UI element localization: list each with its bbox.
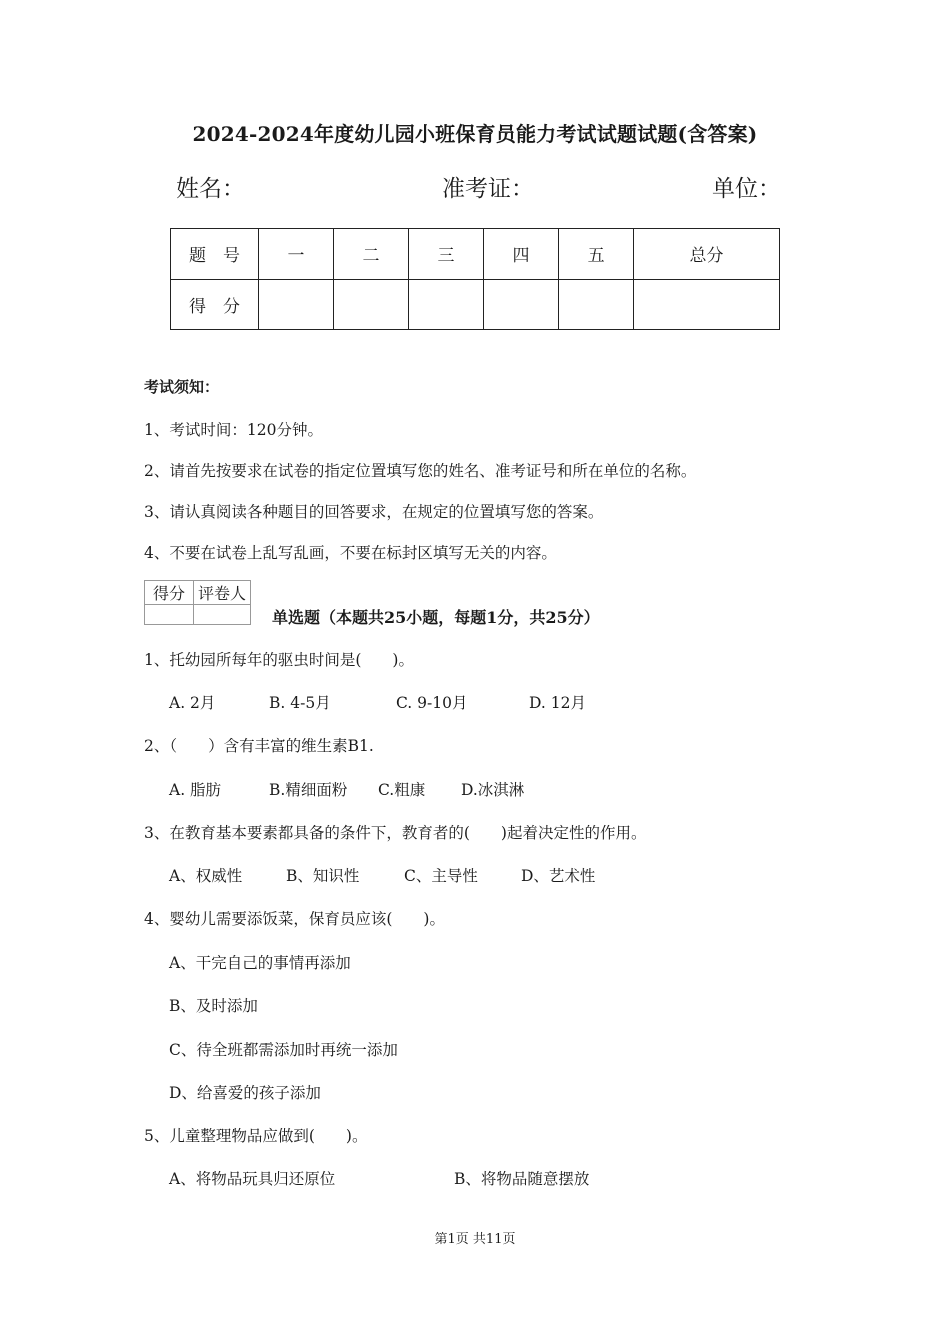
grader-box <box>144 580 251 625</box>
section-title: 单选题（本题共25小题，每题1分，共25分） <box>272 608 600 627</box>
page-title: 2024-2024年度幼儿园小班保育员能力考试试题试题(含答案) <box>192 122 758 146</box>
question-option: D、给喜爱的孩子添加 <box>169 1084 321 1102</box>
question-option: A. 2月 <box>169 694 216 712</box>
score-input-cell[interactable] <box>484 279 559 330</box>
grader-score-cell[interactable] <box>145 605 194 625</box>
question-option: C.粗康 <box>378 781 426 799</box>
score-table-cell: 三 <box>409 229 484 280</box>
score-table <box>170 228 780 330</box>
notice-item: 2、请首先按要求在试卷的指定位置填写您的姓名、准考证号和所在单位的名称。 <box>144 462 697 480</box>
question-option: D、艺术性 <box>521 867 596 885</box>
grader-name-cell[interactable] <box>194 605 251 625</box>
question-option: C、主导性 <box>404 867 478 885</box>
score-input-cell[interactable] <box>259 279 334 330</box>
question-option: A、干完自己的事情再添加 <box>169 954 351 972</box>
score-input-cell[interactable] <box>334 279 409 330</box>
score-input-cell[interactable] <box>409 279 484 330</box>
score-table-score-row <box>171 279 780 330</box>
score-table-cell: 四 <box>484 229 559 280</box>
notice-item: 3、请认真阅读各种题目的回答要求，在规定的位置填写您的答案。 <box>144 503 604 521</box>
question-option: A、权威性 <box>169 867 243 885</box>
question-option: C. 9-10月 <box>396 694 468 712</box>
score-table-cell: 总分 <box>634 229 780 280</box>
question-option: B、知识性 <box>286 867 360 885</box>
question-stem: 5、儿童整理物品应做到( )。 <box>144 1127 368 1145</box>
question-option: B、及时添加 <box>169 997 258 1015</box>
question-option: A. 脂肪 <box>169 781 222 799</box>
score-table-header-row <box>171 229 780 280</box>
question-option: B. 4-5月 <box>269 694 331 712</box>
score-input-cell[interactable] <box>634 279 780 330</box>
name-label: 姓名： <box>176 176 245 202</box>
score-input-cell[interactable] <box>559 279 634 330</box>
score-table-cell: 二 <box>334 229 409 280</box>
question-option: B、将物品随意摆放 <box>454 1170 590 1188</box>
score-table-cell: 题 号 <box>171 229 259 280</box>
question-option: C、待全班都需添加时再统一添加 <box>169 1041 398 1059</box>
notice-item: 1、考试时间：120分钟。 <box>144 421 323 439</box>
question-stem: 3、在教育基本要素都具备的条件下，教育者的( )起着决定性的作用。 <box>144 824 647 842</box>
question-stem: 1、托幼园所每年的驱虫时间是( )。 <box>144 651 414 669</box>
score-table-cell: 一 <box>259 229 334 280</box>
unit-label: 单位： <box>712 176 781 202</box>
question-option: B.精细面粉 <box>269 781 348 799</box>
question-option: D.冰淇淋 <box>461 781 525 799</box>
question-option: A、将物品玩具归还原位 <box>169 1170 336 1188</box>
question-stem: 2、（ ）含有丰富的维生素B1. <box>144 737 374 755</box>
question-option: D. 12月 <box>529 694 586 712</box>
score-table-cell: 五 <box>559 229 634 280</box>
grader-name-label: 评卷人 <box>194 581 251 605</box>
notice-heading: 考试须知： <box>144 378 220 396</box>
question-stem: 4、婴幼儿需要添饭菜，保育员应该( )。 <box>144 910 445 928</box>
notice-item: 4、不要在试卷上乱写乱画，不要在标封区填写无关的内容。 <box>144 544 557 562</box>
score-table-cell: 得 分 <box>171 279 259 330</box>
grader-score-label: 得分 <box>145 581 194 605</box>
exam-id-label: 准考证： <box>442 176 534 202</box>
page-number: 第1页 共11页 <box>434 1232 516 1247</box>
